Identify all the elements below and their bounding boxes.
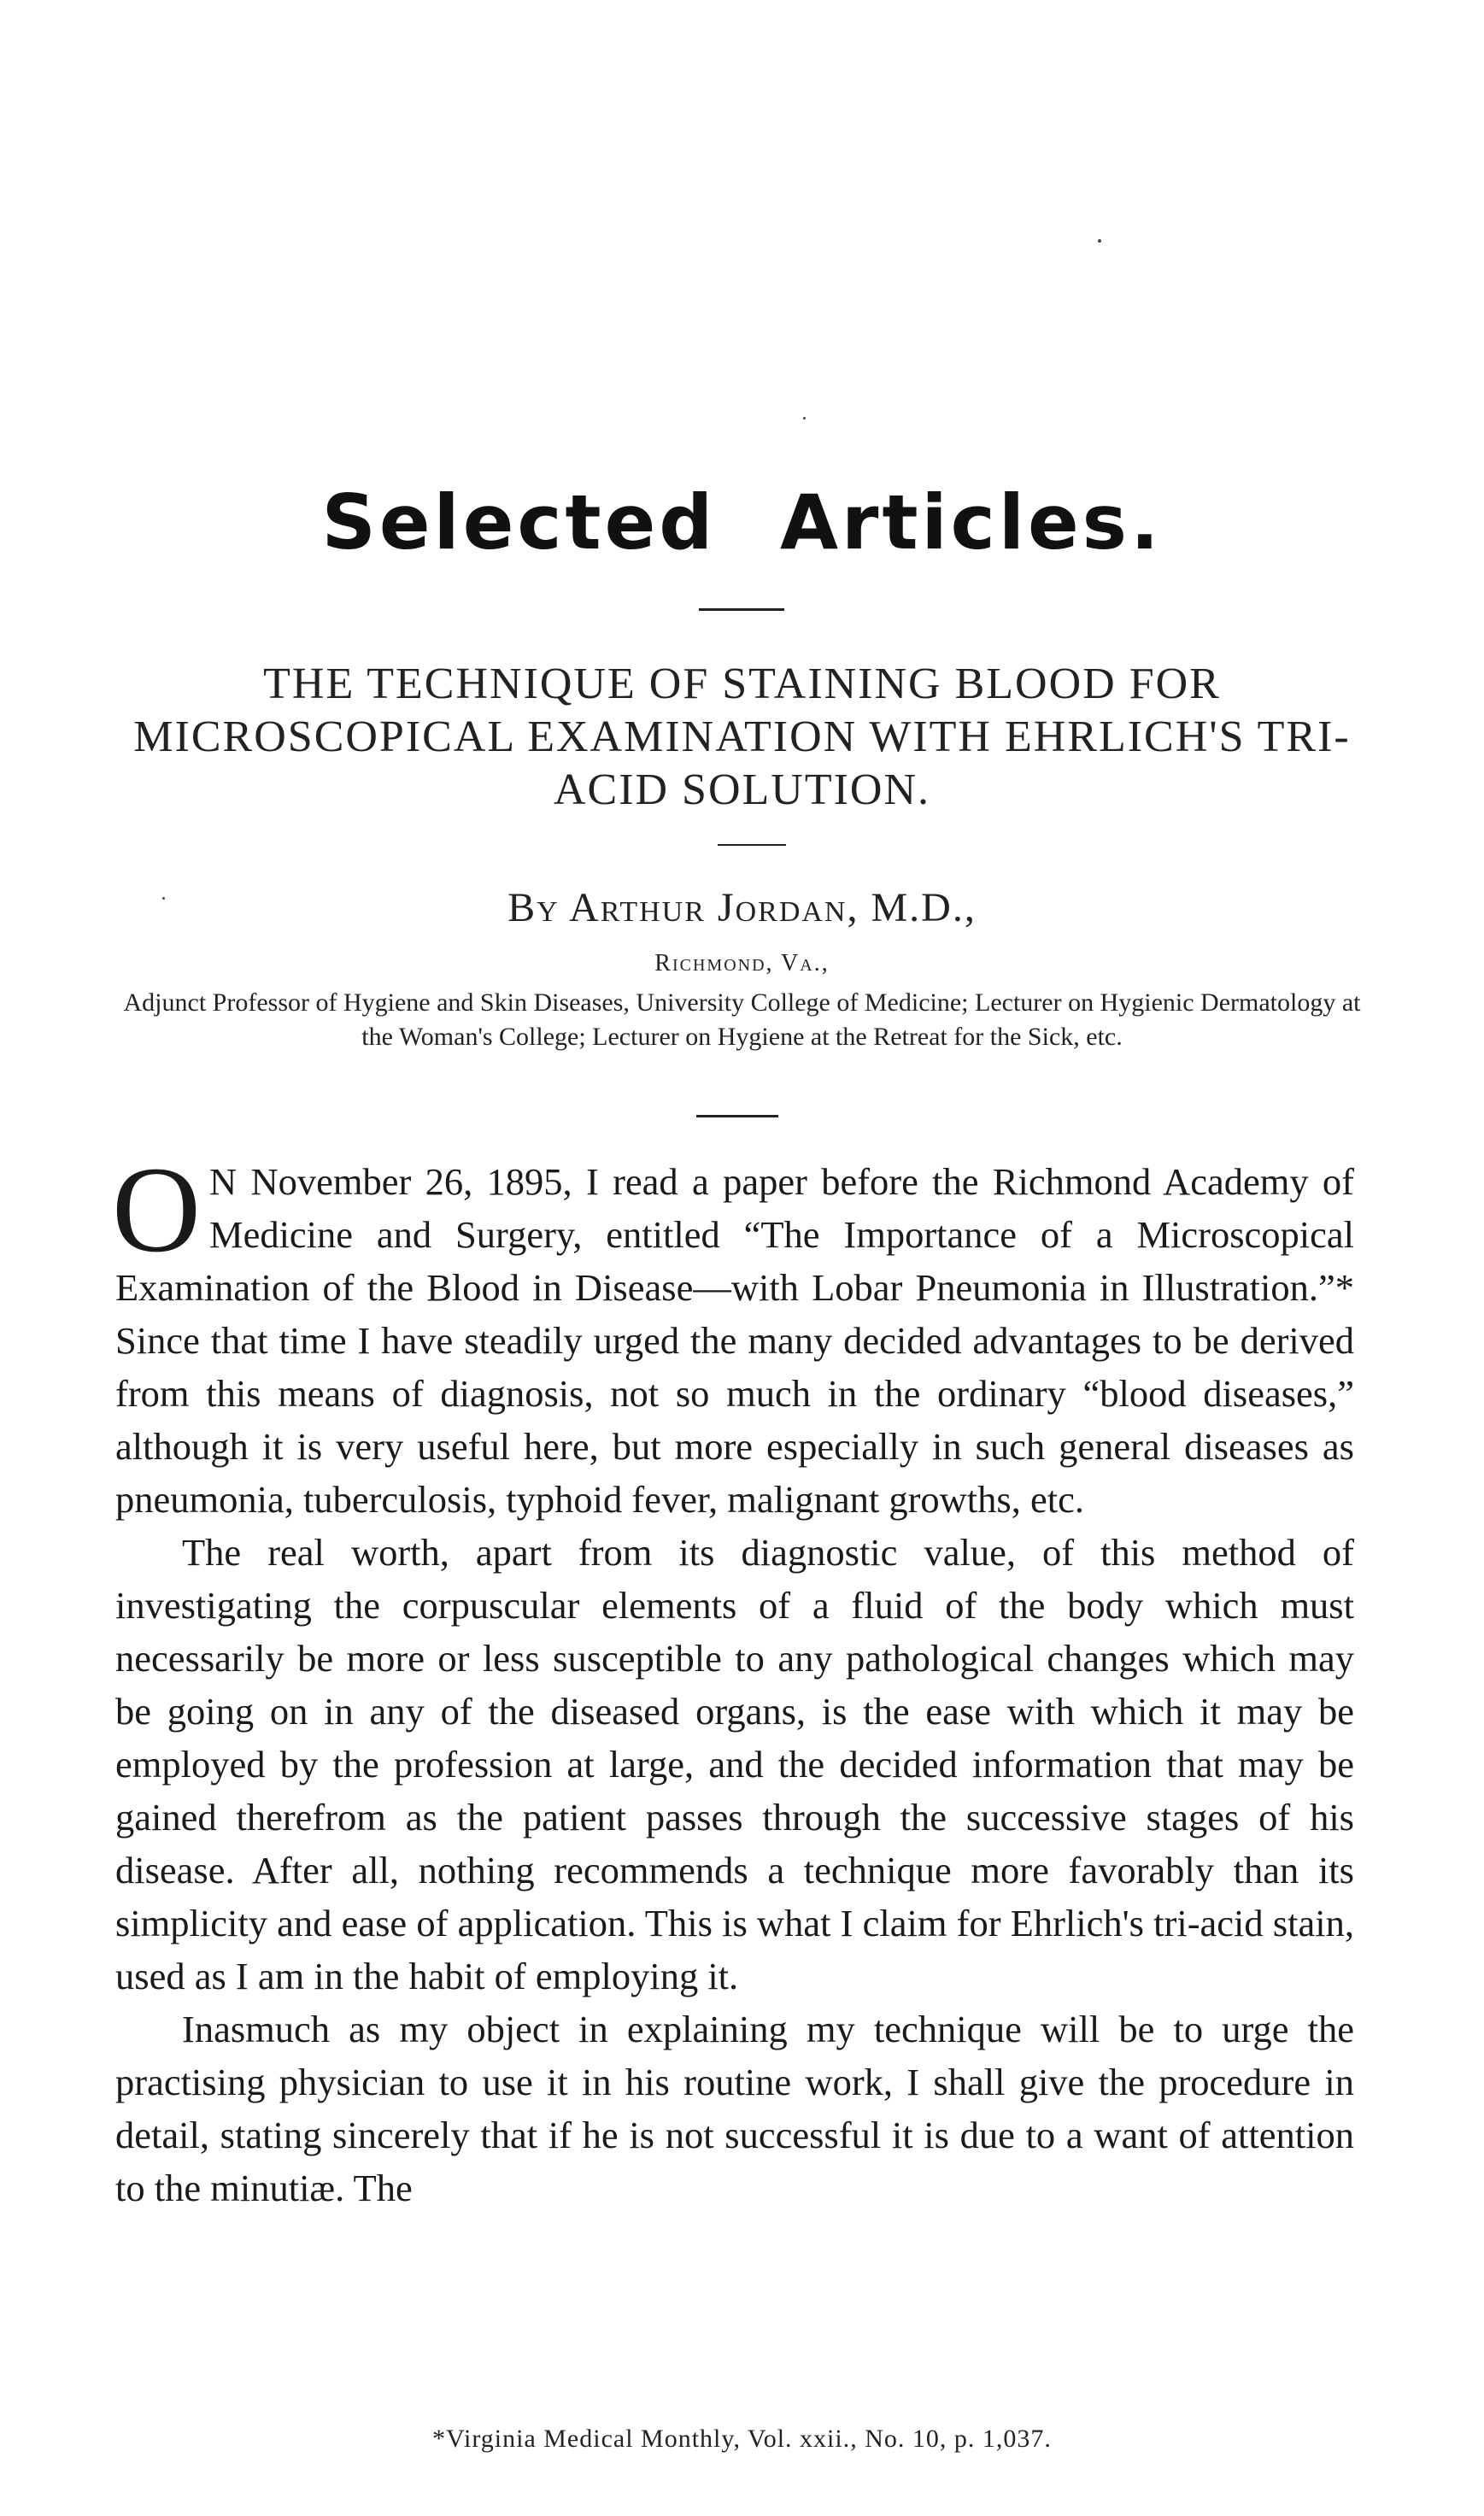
print-speck <box>803 417 806 419</box>
author-byline: By Arthur Jordan, M.D., <box>507 885 977 930</box>
body-paragraph <box>112 1142 1354 1526</box>
article-title: THE TECHNIQUE OF STAINING BLOOD FOR MICROSCOPICAL EXAMINATION WITH EHRLICH'S TRI-ACID SOLUTION. <box>133 660 1351 814</box>
body-paragraph: Inasmuch as my object in explaining my technique will be to urge the practising physician to use it in his routine work, I shall give the procedure in detail, stating sincerely that if he is not successful it is due to a want of attention to the minutiæ. The <box>115 2008 1354 2209</box>
author-location: Richmond, Va., <box>654 950 830 976</box>
drop-cap: O <box>112 1142 201 1278</box>
print-speck <box>1098 239 1101 243</box>
article-body <box>112 1142 1354 2214</box>
body-paragraph: The real worth, apart from its diagnostic value, of this method of investigating the corpuscular elements of a fluid of the body which must necessarily be more or less susceptible to any pathological changes which may be going on in any of the diseased organs, is the ease with which it may be employed by the profession at large, and the decided information that may be gained therefrom as the patient passes through the successive stages of his disease. After all, nothing recommends a technique more favorably than its simplicity and ease of application. This is what I claim for Ehrlich's tri-acid stain, used as I am in the habit of employing it. <box>115 1531 1354 1997</box>
body-divider <box>696 1115 778 1117</box>
footnote: *Virginia Medical Monthly, Vol. xxii., No. 10, p. 1,037. <box>432 2425 1052 2453</box>
author-affiliation: Adjunct Professor of Hygiene and Skin Diseases, University College of Medicine; Lecturer on Hygienic Dermatology at the Woman's College; Lecturer on Hygiene at the Retreat for the Sick, etc. <box>123 988 1361 1051</box>
section-title: Selected Articles. <box>321 478 1163 566</box>
paragraph-text: N November 26, 1895, I read a paper before the Richmond Academy of Medicine and Surgery, entitled “The Importance of a Microscopical Examination of the Blood in Disease—with Lobar Pneumonia in Illustration.”* Since that time I have steadily urged the many decided advantages to be derived from this means of diagnosis, not so much in the ordinary “blood diseases,” although it is very useful here, but more especially in such general diseases as pneumonia, tuberculosis, typhoid fever, malignant growths, etc. <box>115 1160 1354 1521</box>
title-divider <box>699 608 784 611</box>
byline-divider <box>718 844 786 846</box>
